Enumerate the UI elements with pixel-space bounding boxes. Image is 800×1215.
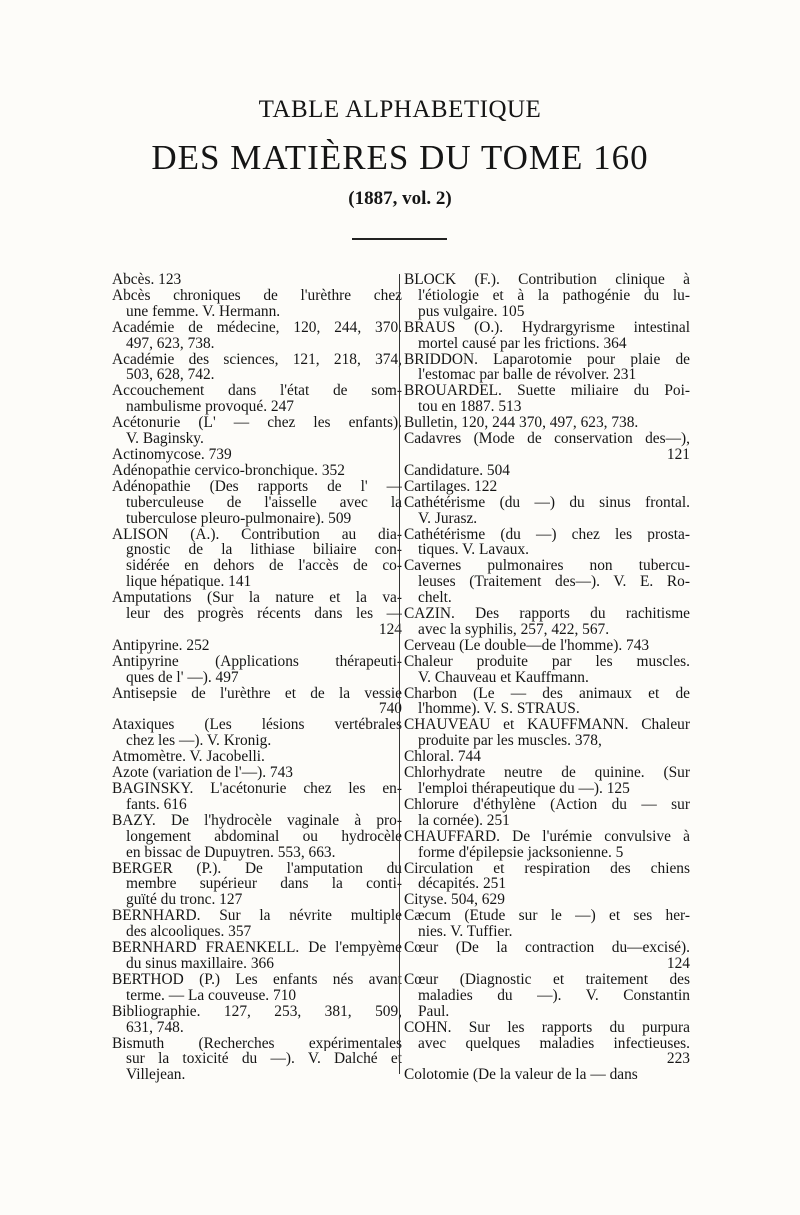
- entry-line: des alcooliques. 357: [126, 924, 252, 941]
- index-entry: [404, 749, 690, 765]
- index-entry: [404, 797, 690, 829]
- entry-line: Accouchement dans l'état de som-: [112, 383, 402, 400]
- entry-line: Cadavres (Mode de conservation des—),: [404, 431, 690, 447]
- entry-line: nambulisme provoqué. 247: [126, 399, 294, 416]
- entry-line: tuberculeuse de l'aisselle avec la: [126, 494, 402, 511]
- entry-line: l'étiologie et à la pathogénie du lu-: [418, 287, 690, 304]
- entry-line: fants. 616: [126, 796, 187, 813]
- index-entry: [112, 940, 402, 972]
- entry-line: la cornée). 251: [418, 812, 510, 829]
- index-entry: [112, 686, 402, 718]
- entry-line: CHAUFFARD. De l'urémie convulsive à: [404, 828, 690, 845]
- entry-line: Bismuth (Recherches expérimentales: [112, 1035, 402, 1052]
- entry-line: pus vulgaire. 105: [418, 303, 525, 320]
- index-entry: [404, 606, 690, 638]
- entry-line: décapités. 251: [418, 876, 507, 893]
- entry-line: l'homme). V. S. STRAUS.: [418, 701, 580, 718]
- index-entry: [112, 447, 402, 463]
- entry-line: maladies du —). V. Constantin: [418, 987, 690, 1004]
- entry-line: Abcès chroniques de l'urèthre chez: [112, 287, 402, 304]
- entry-line: Cathétérisme (du —) chez les prosta-: [404, 526, 690, 543]
- entry-line: Chaleur produite par les muscles.: [404, 653, 690, 670]
- index-entry: [404, 638, 690, 654]
- index-entry: [404, 829, 690, 861]
- entry-line: tou en 1887. 513: [418, 399, 522, 416]
- index-entry: [112, 527, 402, 591]
- entry-line: membre supérieur dans la conti-: [126, 876, 402, 893]
- index-entry: [404, 1020, 690, 1068]
- index-entry: [404, 686, 690, 718]
- entry-line: Abcès. 123: [112, 272, 182, 288]
- entry-line: BLOCK (F.). Contribution clinique à: [404, 272, 690, 288]
- index-entry: [112, 415, 402, 447]
- entry-line: 124: [666, 955, 690, 972]
- entry-line: BAZY. De l'hydrocèle vaginale à pro-: [112, 812, 402, 829]
- entry-line: sur la toxicité du —). V. Dalché et: [126, 1051, 402, 1068]
- index-entry: [404, 892, 690, 908]
- entry-line: tuberculose pleuro-pulmonaire). 509: [126, 510, 352, 527]
- title-rule: [352, 238, 447, 240]
- entry-line: Bibliographie. 127, 253, 381, 509,: [112, 1003, 402, 1020]
- entry-line: 503, 628, 742.: [126, 367, 215, 384]
- page-subtitle: DES MATIÈRES DU TOME 160: [151, 138, 649, 177]
- index-entry: [112, 383, 402, 415]
- entry-line: BERGER (P.). De l'amputation du: [112, 860, 402, 877]
- entry-line: Candidature. 504: [404, 462, 510, 479]
- index-entry: [404, 415, 690, 431]
- entry-line: Atmomètre. V. Jacobelli.: [112, 749, 265, 766]
- entry-line: BERNHARD FRAENKELL. De l'empyème: [112, 940, 402, 956]
- index-column-left: [112, 272, 402, 1083]
- entry-line: Cathétérisme (du —) du sinus frontal.: [404, 494, 690, 511]
- index-entry: [404, 431, 690, 463]
- entry-line: 121: [666, 446, 690, 463]
- entry-line: guïté du tronc. 127: [126, 892, 243, 909]
- index-entry: [404, 272, 690, 320]
- index-entry: [112, 463, 402, 479]
- entry-line: 497, 623, 738.: [126, 335, 215, 352]
- entry-line: BRAUS (O.). Hydrargyrisme intestinal: [404, 319, 690, 336]
- entry-line: 631, 748.: [126, 1019, 184, 1036]
- entry-line: Chlorure d'éthylène (Action du — sur: [404, 796, 690, 813]
- index-entry: [404, 972, 690, 1020]
- index-entry: [112, 972, 402, 1004]
- index-entry: [112, 908, 402, 940]
- entry-line: avec la syphilis, 257, 422, 567.: [418, 621, 610, 638]
- entry-line: gnostic de la lithiase biliaire con-: [126, 542, 402, 559]
- index-column-right: [404, 272, 690, 1083]
- entry-line: Antisepsie de l'urèthre et de la vessie: [112, 685, 402, 702]
- entry-line: chelt.: [418, 590, 452, 607]
- entry-line: produite par les muscles. 378,: [418, 733, 602, 750]
- entry-line: avec quelques maladies infectieuses.: [418, 1035, 690, 1052]
- index-entry: [404, 495, 690, 527]
- entry-line: 223: [666, 1051, 690, 1068]
- index-entry: [404, 352, 690, 384]
- index-entry: [112, 638, 402, 654]
- entry-line: tiques. V. Lavaux.: [418, 542, 530, 559]
- index-entry: [404, 527, 690, 559]
- index-entry: [404, 1067, 690, 1083]
- entry-line: ques de l' —). 497: [126, 669, 239, 686]
- entry-line: lique hépatique. 141: [126, 574, 252, 591]
- entry-line: Actinomycose. 739: [112, 446, 232, 463]
- entry-line: BERTHOD (P.) Les enfants nés avant: [112, 971, 402, 988]
- index-entry: [112, 765, 402, 781]
- entry-line: Cœur (De la contraction du—excisé).: [404, 940, 690, 956]
- entry-line: ALISON (A.). Contribution au dia-: [112, 526, 402, 543]
- index-entry: [112, 654, 402, 686]
- entry-line: Cavernes pulmonaires non tubercu-: [404, 558, 690, 575]
- index-entry: [404, 320, 690, 352]
- page-title: TABLE ALPHABETIQUE: [258, 96, 542, 123]
- entry-line: V. Baginsky.: [126, 431, 204, 447]
- entry-line: BROUARDEL. Suette miliaire du Poi-: [404, 383, 690, 400]
- index-entry: [112, 717, 402, 749]
- entry-line: Cæcum (Etude sur le —) et ses her-: [404, 908, 690, 925]
- entry-line: longement abdominal ou hydrocèle: [126, 828, 402, 845]
- index-entry: [404, 908, 690, 940]
- entry-line: terme. — La couveuse. 710: [126, 987, 297, 1004]
- index-entry: [404, 861, 690, 893]
- entry-line: V. Jurasz.: [418, 510, 478, 527]
- entry-line: en bissac de Dupuytren. 553, 663.: [126, 844, 336, 861]
- entry-line: Antipyrine (Applications thérapeuti-: [112, 653, 402, 670]
- index-entry: [404, 383, 690, 415]
- entry-line: Acétonurie (L' — chez les enfants).: [112, 415, 402, 432]
- entry-line: Cœur (Diagnostic et traitement des: [404, 971, 690, 988]
- entry-line: V. Chauveau et Kauffmann.: [418, 669, 589, 686]
- column-divider: [399, 274, 400, 1074]
- entry-line: du sinus maxillaire. 366: [126, 955, 274, 972]
- entry-line: Villejean.: [126, 1067, 186, 1084]
- entry-line: Paul.: [418, 1003, 450, 1020]
- index-entry: [112, 352, 402, 384]
- entry-line: Antipyrine. 252: [112, 637, 210, 654]
- entry-line: une femme. V. Hermann.: [126, 303, 281, 320]
- index-entry: [112, 590, 402, 638]
- entry-line: CAZIN. Des rapports du rachitisme: [404, 606, 690, 622]
- entry-line: Chloral. 744: [404, 749, 481, 766]
- index-entry: [112, 861, 402, 909]
- index-entry: [112, 749, 402, 765]
- index-entry: [112, 479, 402, 527]
- entry-line: leur des progrès récents dans les —: [126, 606, 402, 622]
- entry-line: chez les —). V. Kronig.: [126, 733, 272, 750]
- entry-line: l'emploi thérapeutique du —). 125: [418, 781, 630, 797]
- entry-line: Azote (variation de l'—). 743: [112, 765, 293, 781]
- entry-line: mortel causé par les frictions. 364: [418, 335, 627, 352]
- entry-line: Adénopathie (Des rapports de l' —: [112, 478, 402, 495]
- entry-line: COHN. Sur les rapports du purpura: [404, 1019, 690, 1036]
- entry-line: Cerveau (Le double—de l'homme). 743: [404, 637, 650, 654]
- entry-line: leuses (Traitement des—). V. E. Ro-: [418, 574, 690, 591]
- entry-line: BAGINSKY. L'acétonurie chez les en-: [112, 781, 402, 797]
- entry-line: Adénopathie cervico-bronchique. 352: [112, 462, 345, 479]
- entry-line: Bulletin, 120, 244 370, 497, 623, 738.: [404, 415, 639, 432]
- entry-line: Charbon (Le — des animaux et de: [404, 685, 690, 702]
- index-entry: [404, 463, 690, 479]
- entry-line: Académie de médecine, 120, 244, 370.: [112, 319, 402, 336]
- entry-line: Cityse. 504, 629: [404, 892, 505, 909]
- index-entry: [404, 765, 690, 797]
- entry-line: Cartilages. 122: [404, 478, 498, 495]
- index-entry: [112, 813, 402, 861]
- entry-line: BERNHARD. Sur la névrite multiple: [112, 908, 402, 925]
- volume-label: (1887, vol. 2): [348, 188, 452, 209]
- index-entry: [112, 272, 402, 288]
- entry-line: 740: [378, 701, 402, 718]
- index-entry: [112, 288, 402, 320]
- entry-line: Circulation et respiration des chiens: [404, 860, 690, 877]
- entry-line: sidérée en dehors de l'accès de co-: [126, 558, 402, 575]
- index-entry: [404, 558, 690, 606]
- entry-line: 124: [378, 621, 402, 638]
- index-entry: [404, 479, 690, 495]
- entry-line: l'estomac par balle de révolver. 231: [418, 367, 637, 384]
- index-entry: [112, 1036, 402, 1084]
- entry-line: Chlorhydrate neutre de quinine. (Sur: [404, 765, 690, 781]
- entry-line: Ataxiques (Les lésions vertébrales: [112, 717, 402, 734]
- index-entry: [404, 940, 690, 972]
- index-entry: [112, 1004, 402, 1036]
- index-entry: [112, 781, 402, 813]
- entry-line: Colotomie (De la valeur de la — dans: [404, 1067, 638, 1084]
- index-entry: [404, 654, 690, 686]
- entry-line: BRIDDON. Laparotomie pour plaie de: [404, 351, 690, 368]
- entry-line: Amputations (Sur la nature et la va-: [112, 590, 402, 607]
- entry-line: CHAUVEAU et KAUFFMANN. Chaleur: [404, 717, 690, 734]
- entry-line: nies. V. Tuffier.: [418, 924, 513, 941]
- entry-line: Académie des sciences, 121, 218, 374,: [112, 351, 402, 368]
- entry-line: forme d'épilepsie jacksonienne. 5: [418, 844, 624, 861]
- index-entry: [404, 717, 690, 749]
- index-entry: [112, 320, 402, 352]
